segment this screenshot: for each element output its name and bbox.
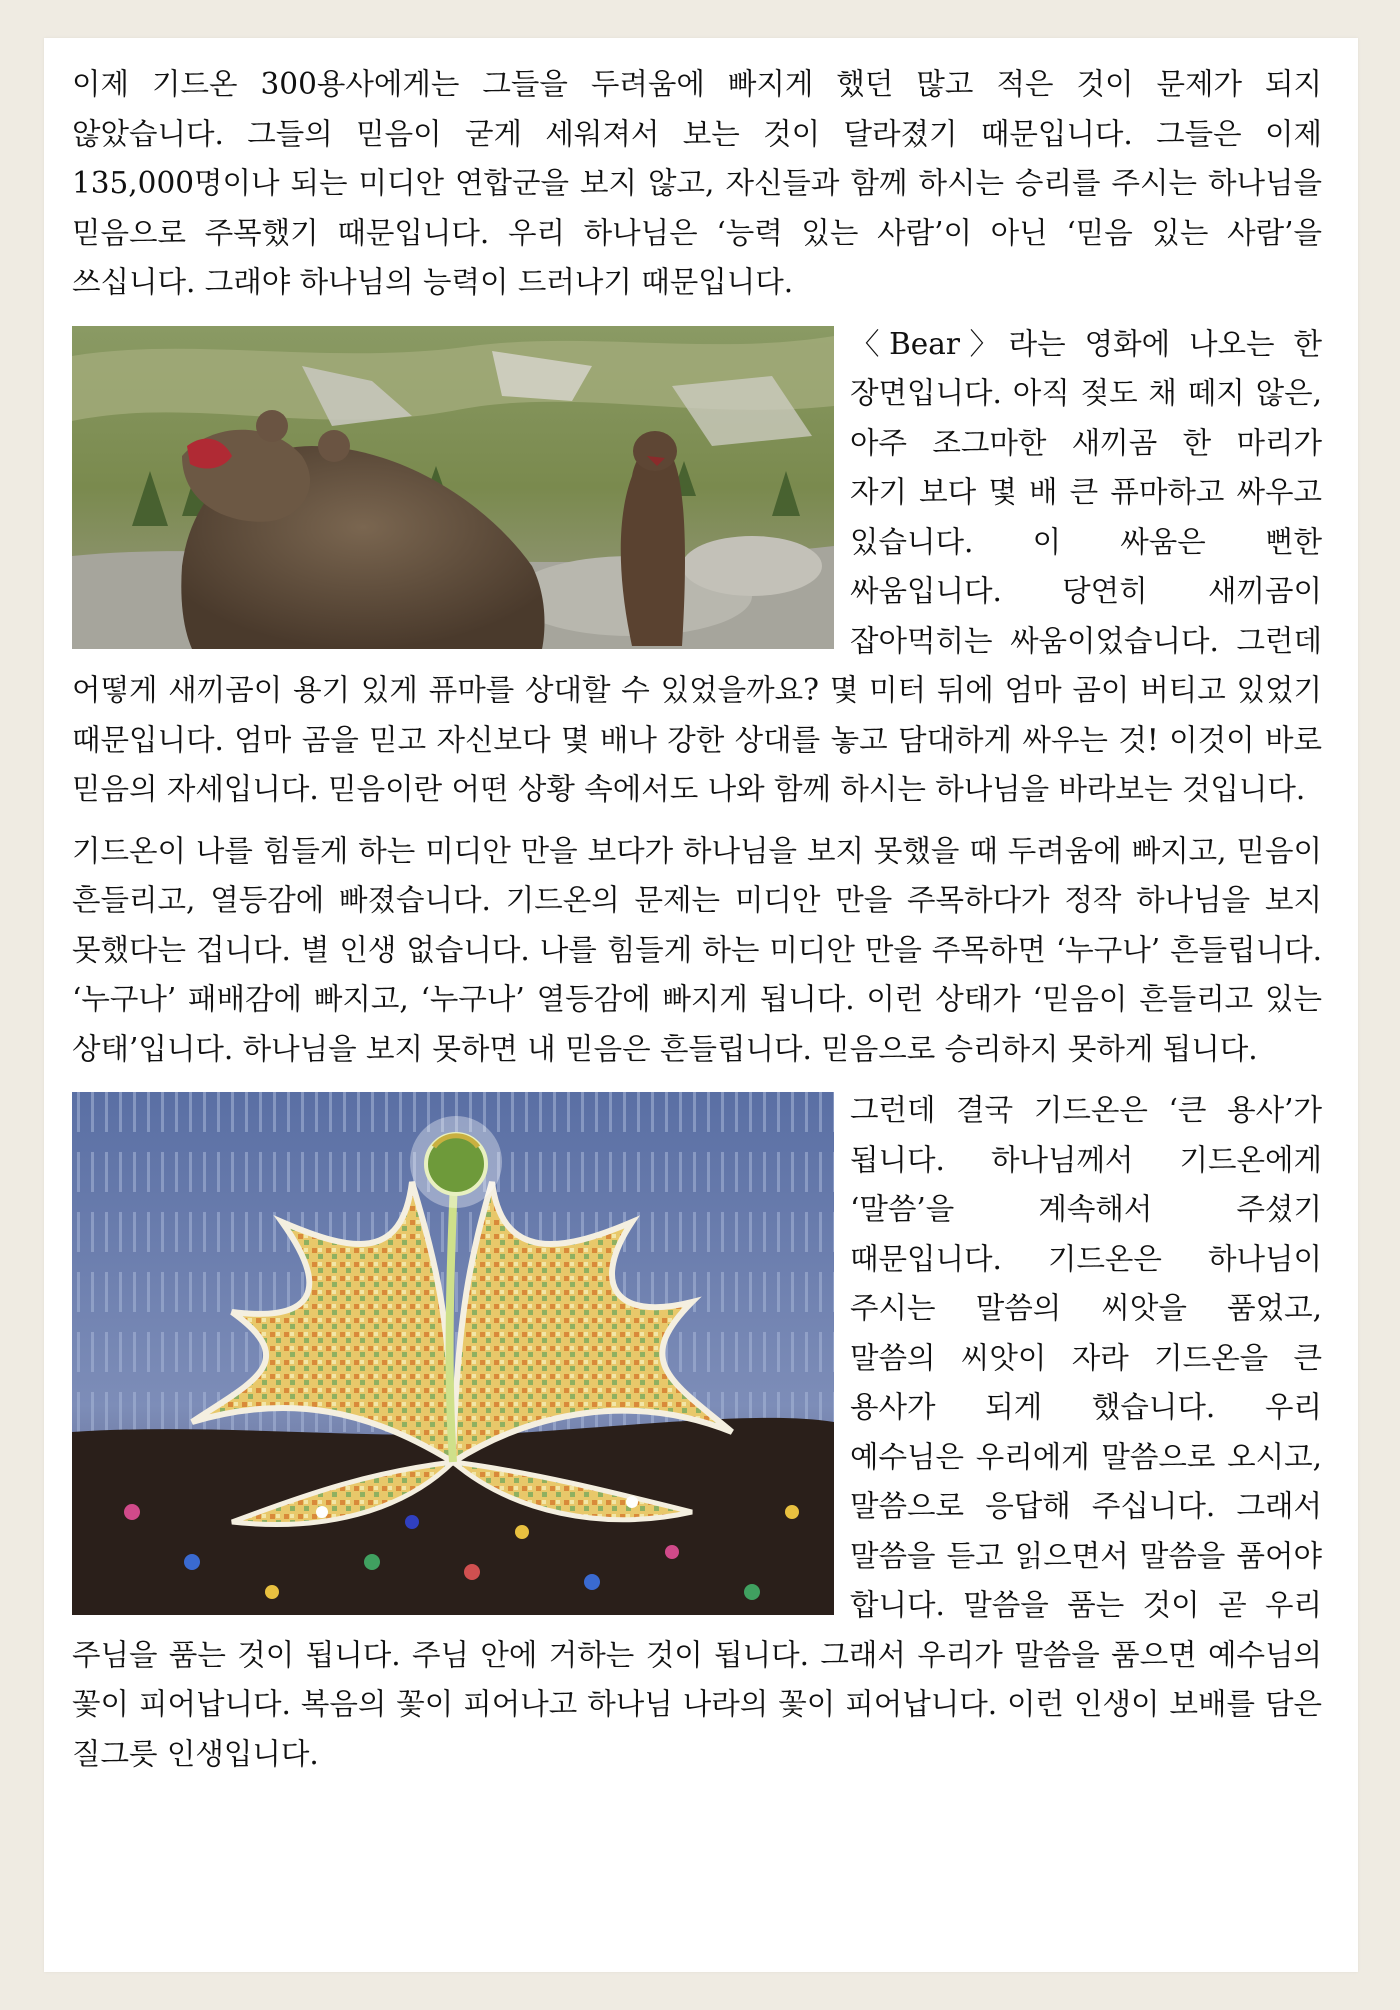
- bear-photo-illustration: [72, 326, 834, 649]
- paragraph-1: 이제 기드온 300용사에게는 그들을 두려움에 빠지게 했던 많고 적은 것이 문제가 되지 않았습니다. 그들의 믿음이 굳게 세워져서 보는 것이 달라졌기 때문입니다. 그들은 이제 135,000명이나 되는 미디안 연합군을 보지 않고, 자신들과 함께 하시는 승리를 주시는 하나님을 믿음으로 주목했기 때문입니다. 우리 하나님은 ‘능력 있는 사람’이 아닌 ‘믿음 있는 사람’을 쓰십니다. 그래야 하나님의 능력이 드러나기 때문입니다.: [72, 67, 1322, 299]
- article-body: [72, 60, 1322, 1791]
- paragraph-4: 그런데 결국 기드온은 ‘큰 용사’가 됩니다. 하나님께서 기드온에게 ‘말씀’을 계속해서 주셨기 때문입니다. 기드온은 하나님이 주시는 말씀의 씨앗을 품었고, 말씀의 씨앗이 자라 기드온을 큰 용사가 되게 했습니다. 우리 예수님은 우리에게 말씀으로 오시고, 말씀으로 응답해 주십니다. 그래서 말씀을 듣고 읽으면서 말씀을 품어야 합니다. 말씀을 품는 것이 곧 우리 주님을 품는 것이 됩니다. 주님 안에 거하는 것이 됩니다. 그래서 우리가 말씀을 품으면 예수님의 꽃이 피어납니다. 복음의 꽃이 피어나고 하나님 나라의 꽃이 피어납니다. 이런 인생이 보배를 담은 질그릇 인생입니다.: [72, 1093, 1322, 1771]
- paragraph-3: 기드온이 나를 힘들게 하는 미디안 만을 보다가 하나님을 보지 못했을 때 두려움에 빠지고, 믿음이 흔들리고, 열등감에 빠졌습니다. 기드온의 문제는 미디안 만을 주목하다가 정작 하나님을 보지 못했다는 겁니다. 별 인생 없습니다. 나를 힘들게 하는 미디안 만을 주목하면 ‘누구나’ 흔들립니다. ‘누구나’ 패배감에 빠지고, ‘누구나’ 열등감에 빠지게 됩니다. 이런 상태가 ‘믿음이 흔들리고 있는 상태’입니다. 하나님을 보지 못하면 내 믿음은 흔들립니다. 믿음으로 승리하지 못하게 됩니다.: [72, 833, 1322, 1066]
- page-sheet: [44, 38, 1358, 1972]
- dandelion-painting: [72, 1092, 834, 1615]
- paragraph-2: 〈Bear〉라는 영화에 나오는 한 장면입니다. 아직 젖도 채 떼지 않은, 아주 조그마한 새끼곰 한 마리가 자기 보다 몇 배 큰 퓨마하고 싸우고 있습니다. 이 싸움은 뻔한 싸움입니다. 당연히 새끼곰이 잡아먹히는 싸움이었습니다. 그런데 어떻게 새끼곰이 용기 있게 퓨마를 상대할 수 있었을까요? 몇 미터 뒤에 엄마 곰이 버티고 있었기 때문입니다. 엄마 곰을 믿고 자신보다 몇 배나 강한 상대를 놓고 담대하게 싸우는 것! 이것이 바로 믿음의 자세입니다. 믿음이란 어떤 상황 속에서도 나와 함께 하시는 하나님을 바라보는 것입니다.: [72, 326, 1322, 806]
- bear-photo: [72, 326, 834, 649]
- dandelion-painting-illustration: [72, 1092, 834, 1615]
